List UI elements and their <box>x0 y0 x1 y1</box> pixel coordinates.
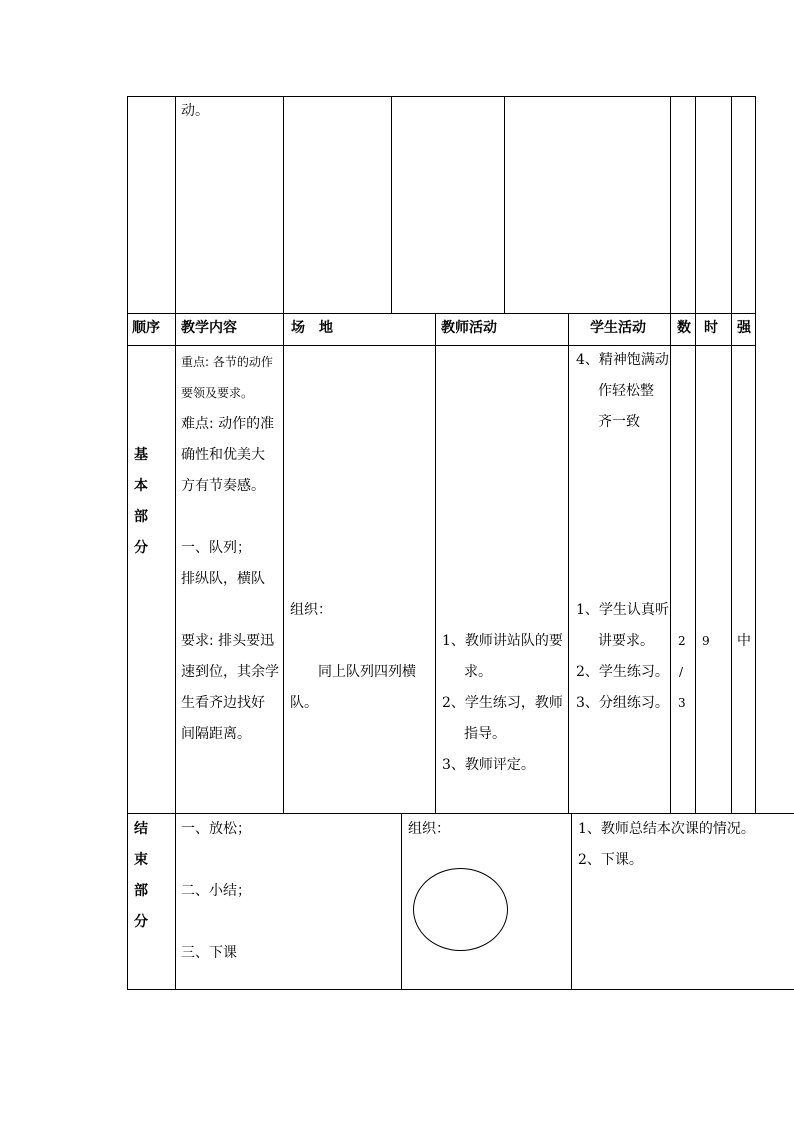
content-line: 三、下课 <box>181 945 237 961</box>
content-line: 确性和优美大 <box>181 447 265 463</box>
rule-col1 <box>175 96 176 990</box>
rule-top-col3 <box>391 96 392 314</box>
content-line: 速到位，其余学 <box>181 664 279 680</box>
content-line: 重点: 各节的动作 <box>181 355 273 369</box>
rule-top-col5 <box>670 96 671 314</box>
content-line: 要领及要求。 <box>181 386 254 400</box>
rule-top-col6 <box>695 96 696 314</box>
count-char: / <box>679 665 684 679</box>
basic-label-char: 基 <box>134 447 148 463</box>
student-line: 4、精神饱满动 <box>576 352 669 368</box>
student-line: 2、学生练习。 <box>576 664 669 680</box>
rule-top <box>127 96 755 97</box>
ending-label-char: 分 <box>134 914 148 930</box>
rule-mid-col6 <box>695 313 696 814</box>
teacher-line: 1、教师讲站队的要 <box>442 633 563 649</box>
top-content-tail: 动。 <box>181 103 209 119</box>
content-line: 生看齐边找好 <box>181 695 265 711</box>
rule-top-col2 <box>283 96 284 314</box>
rule-end-col2 <box>401 813 402 990</box>
content-line: 一、队列； <box>181 540 251 556</box>
rule-left <box>127 96 128 990</box>
rule-top-col7 <box>731 96 732 314</box>
rule-bottom <box>127 989 794 990</box>
rule-mid-right <box>755 313 756 814</box>
student-line: 讲要求。 <box>598 633 654 649</box>
header-order: 顺序 <box>132 320 160 336</box>
basic-time: 9 <box>702 634 710 648</box>
basic-intensity: 中 <box>737 633 751 649</box>
rule-mid-col5 <box>670 313 671 814</box>
rule-top-right <box>755 96 756 314</box>
student-line: 1、学生认真听 <box>576 602 669 618</box>
rule-top-col4 <box>504 96 505 314</box>
formation-circle-diagram <box>413 868 508 951</box>
header-time: 时 <box>704 320 718 336</box>
ending-label-char: 束 <box>134 852 148 868</box>
teacher-line: 2、学生练习，教师 <box>442 695 563 711</box>
basic-label-char: 本 <box>134 478 148 494</box>
count-char: 3 <box>678 696 686 710</box>
rule-mid-col4 <box>568 313 569 814</box>
content-line: 难点: 动作的准 <box>181 416 275 432</box>
venue-line: 队。 <box>290 695 318 711</box>
rule-mid-col3 <box>435 313 436 814</box>
teacher-line: 2、下课。 <box>578 852 643 868</box>
teacher-line: 3、教师评定。 <box>442 757 535 773</box>
header-venue: 场 地 <box>291 320 333 336</box>
student-line: 作轻松整 <box>598 383 654 399</box>
ending-label-char: 结 <box>134 821 148 837</box>
rule-mid-col2 <box>283 313 284 814</box>
student-line: 齐一致 <box>598 414 640 430</box>
content-line: 方有节奏感。 <box>181 478 265 494</box>
rule-mid-col7 <box>731 313 732 814</box>
header-count: 数 <box>677 320 691 336</box>
header-content: 教学内容 <box>181 320 237 336</box>
content-line: 二、小结； <box>181 883 251 899</box>
content-line: 间隔距离。 <box>181 726 251 742</box>
ending-label-char: 部 <box>134 883 148 899</box>
rule-end-col3 <box>571 813 572 990</box>
venue-line: 同上队列四列横 <box>318 664 416 680</box>
teacher-line: 求。 <box>464 664 492 680</box>
header-intensity: 强 <box>737 320 751 336</box>
header-student: 学生活动 <box>590 320 646 336</box>
teacher-line: 指导。 <box>464 726 506 742</box>
student-line: 3、分组练习。 <box>576 695 669 711</box>
teacher-line: 1、教师总结本次课的情况。 <box>578 821 755 837</box>
count-char: 2 <box>678 634 686 648</box>
content-line: 一、放松； <box>181 821 251 837</box>
ending-venue-title: 组织： <box>408 821 450 837</box>
header-teacher: 教师活动 <box>441 320 497 336</box>
basic-label-char: 分 <box>134 540 148 556</box>
content-line: 要求: 排头要迅 <box>181 633 275 649</box>
basic-label-char: 部 <box>134 509 148 525</box>
content-line: 排纵队，横队 <box>181 571 265 587</box>
venue-title: 组织： <box>290 602 332 618</box>
